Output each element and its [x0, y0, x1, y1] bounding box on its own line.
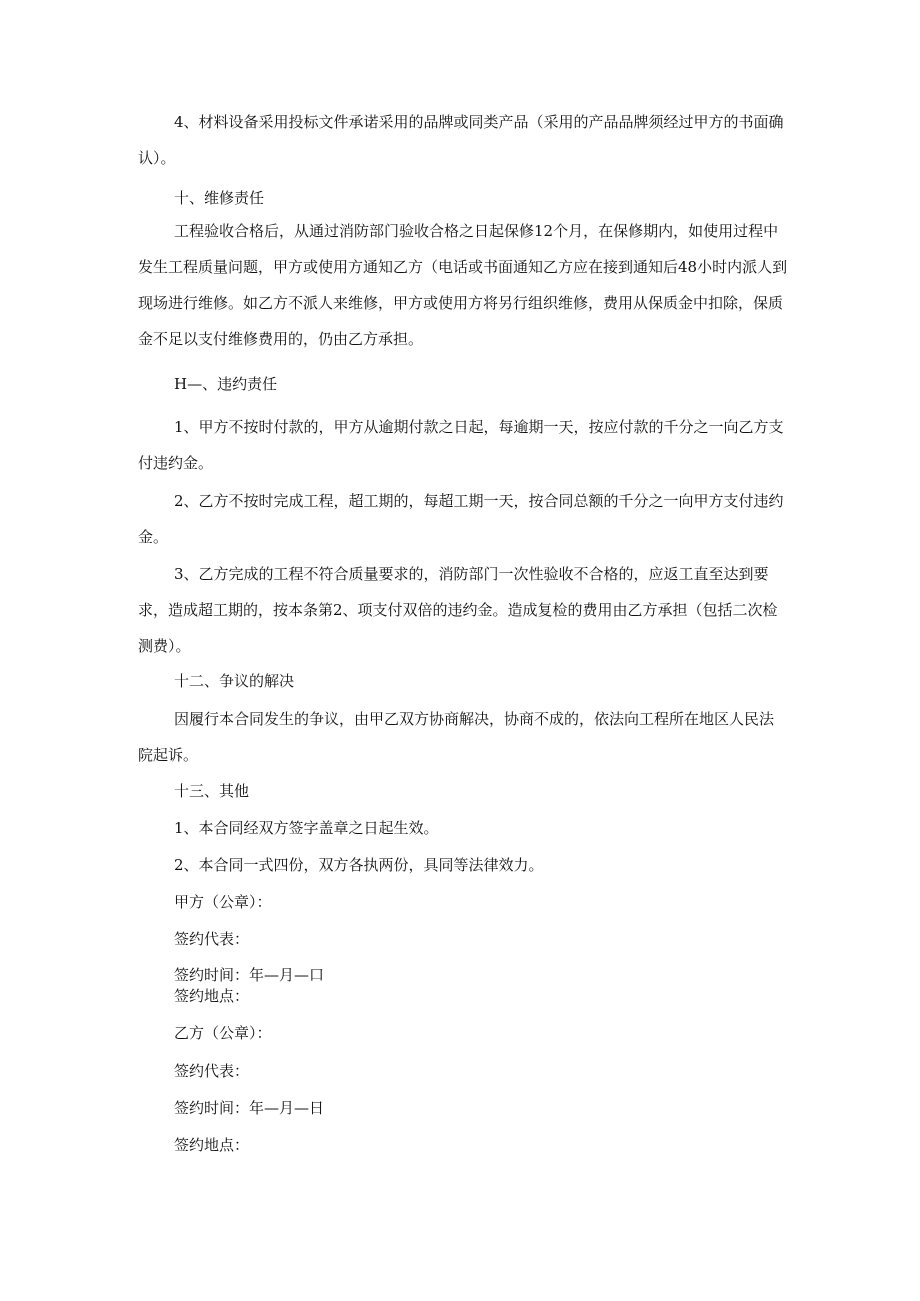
clause-10-paragraph: 工程验收合格后，从通过消防部门验收合格之日起保修12个月，在保修期内，如使用过程中发生工程质量问题，甲方或使用方通知乙方（电话或书面通知乙方应在接到通知后48小时内派人到现场进行维修。如乙方不派人来维修，甲方或使用方将另行组织维修，费用从保质金中扣除，保质金不足以支付维修费用的，仍由乙方承担。 — [138, 222, 788, 348]
party-a-signing-place-label: 签约地点： — [174, 987, 250, 1005]
party-b-signing-place-label: 签约地点： — [174, 1136, 250, 1154]
party-b-representative-label: 签约代表： — [174, 1062, 250, 1080]
section-13-heading: 十三、其他 — [174, 782, 250, 800]
party-a-representative-label: 签约代表： — [174, 930, 250, 948]
clause-11-item-3: 3、乙方完成的工程不符合质量要求的，消防部门一次性验收不合格的，应返工直至达到要求，造成超工期的，按本条第2、项支付双倍的违约金。造成复检的费用由乙方承担（包括二次检测费）。 — [138, 565, 778, 655]
party-a-signing-time-label: 签约时间：年—月—口 — [174, 966, 325, 984]
party-b-seal-label: 乙方（公章）： — [174, 1024, 272, 1042]
clause-11-item-2: 2、乙方不按时完成工程，超工期的，每超工期一天，按合同总额的千分之一向甲方支付违约金。 — [138, 492, 784, 546]
clause-9-item-4: 4、材料设备采用投标文件承诺采用的品牌或同类产品（采用的产品品牌须经过甲方的书面确认）。 — [138, 113, 784, 167]
section-11-heading: H—、违约责任 — [174, 375, 278, 393]
clause-13-item-1: 1、本合同经双方签字盖章之日起生效。 — [174, 819, 439, 837]
clause-11-item-1: 1、甲方不按时付款的，甲方从逾期付款之日起，每逾期一天，按应付款的千分之一向乙方支付违约金。 — [138, 418, 784, 472]
party-b-signing-time-label: 签约时间：年—月—日 — [174, 1099, 325, 1117]
clause-13-item-2: 2、本合同一式四份，双方各执两份，具同等法律效力。 — [174, 856, 544, 874]
section-10-heading: 十、维修责任 — [174, 189, 265, 207]
party-a-seal-label: 甲方（公章）： — [174, 893, 272, 911]
section-12-heading: 十二、争议的解决 — [174, 672, 295, 690]
clause-12-paragraph: 因履行本合同发生的争议，由甲乙双方协商解决，协商不成的，依法向工程所在地区人民法院起诉。 — [138, 710, 775, 764]
